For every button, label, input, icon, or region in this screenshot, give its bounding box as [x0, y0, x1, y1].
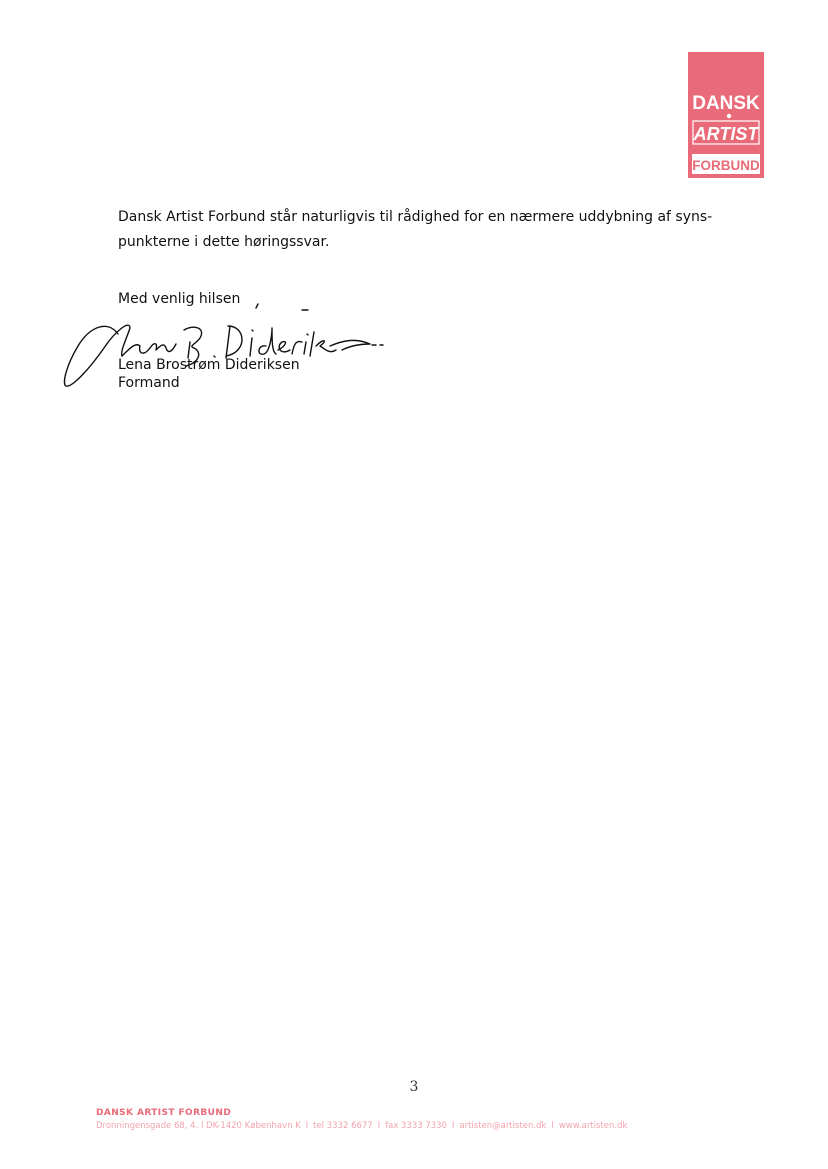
footer-email-link[interactable]: artisten@artisten.dk	[459, 1121, 547, 1131]
closing-greeting: Med venlig hilsen	[118, 291, 241, 307]
logo-artwork	[688, 52, 764, 178]
footer-separator: l	[305, 1121, 309, 1131]
signer-title: Formand	[118, 375, 180, 391]
footer-fax: fax 3333 7330	[385, 1121, 447, 1131]
footer-organization: DANSK ARTIST FORBUND	[96, 1108, 232, 1118]
footer-tel: tel 3332 6677	[313, 1121, 373, 1131]
page-number: 3	[409, 1079, 419, 1095]
logo-line-artist: ARTIST	[693, 124, 759, 144]
footer-contact-line	[96, 1121, 627, 1131]
footer-separator: l	[551, 1121, 554, 1131]
footer-website-link[interactable]: www.artisten.dk	[558, 1121, 628, 1131]
body-paragraph	[118, 205, 718, 255]
footer-address: Dronningensgade 68, 4. l DK-1420 København K	[96, 1121, 301, 1131]
dansk-artist-forbund-logo	[688, 52, 764, 178]
logo-line-forbund: FORBUND	[692, 158, 760, 173]
handwritten-signature	[60, 296, 390, 396]
logo-line-dansk: DANSK	[692, 93, 760, 114]
footer-separator: l	[377, 1121, 381, 1131]
body-line-2: punkterne i dette høringssvar.	[118, 234, 330, 250]
footer-separator: l	[452, 1121, 455, 1131]
body-line-1: Dansk Artist Forbund står naturligvis til rådighed for en nærmere uddybning af syns-	[118, 209, 713, 225]
signer-name: Lena Brostrøm Dideriksen	[118, 357, 300, 373]
